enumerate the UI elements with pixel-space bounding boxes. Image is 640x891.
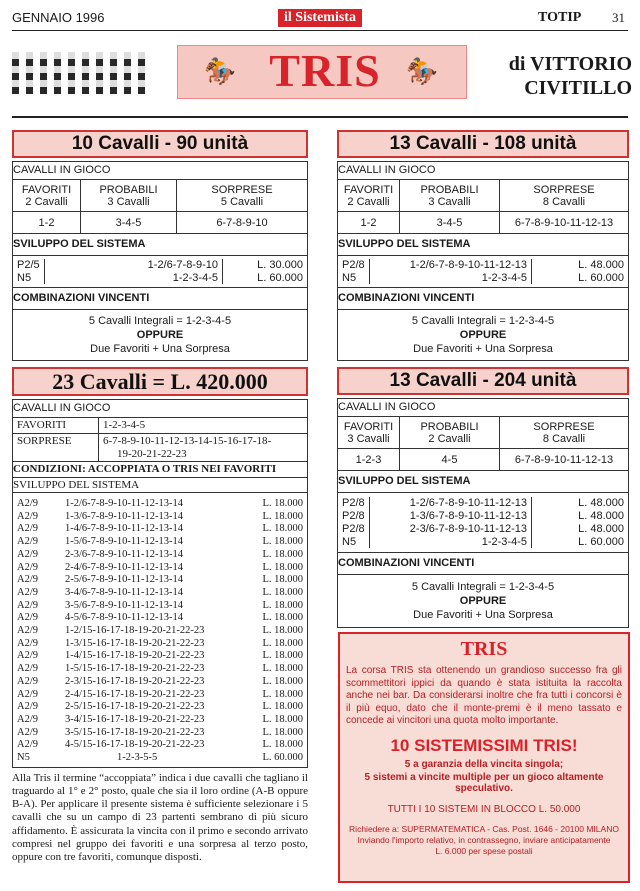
col-header: FAVORITI (21, 183, 72, 196)
sviluppo-row (17, 752, 303, 765)
probabili-value: 3-4-5 (400, 212, 500, 233)
sviluppo-row (17, 638, 303, 651)
col-subheader: 2 Cavalli (347, 195, 390, 208)
system-line: 3-4/6-7-8-9-10-11-12-13-14 (65, 586, 183, 598)
system-line: 3-5/6-7-8-9-10-11-12-13-14 (65, 599, 183, 611)
oppure-label: OPPURE (136, 329, 184, 341)
sorprese-value: 6-7-8-9-10 (216, 216, 268, 229)
system-line: 1-3/6-7-8-9-10-11-12-13-14 (65, 510, 183, 522)
combination-integral: 5 Cavalli Integrali = 1-2-3-4-5 (411, 581, 555, 593)
system-code: A2/9 (17, 663, 38, 675)
probabili-value: 4-5 (400, 449, 500, 470)
probabili-value: 3-4-5 (81, 212, 177, 233)
system-amount: L. 30.000 (257, 259, 303, 271)
col-header: FAVORITI (343, 183, 394, 196)
system-code: A2/9 (17, 713, 38, 725)
sviluppo-row (17, 701, 303, 714)
system-amount: L. 18.000 (262, 726, 303, 738)
author-line-1: di VITTORIO (508, 53, 632, 75)
sorprese-value-cont: 19-20-21-22-23 (117, 448, 187, 460)
system-line: 2-3/15-16-17-18-19-20-21-22-23 (65, 675, 205, 687)
col-header: PROBABILI (99, 183, 158, 196)
system-line: 2-5/6-7-8-9-10-11-12-13-14 (65, 574, 183, 586)
sviluppo-heading: SVILUPPO DEL SISTEMA (338, 471, 628, 493)
note-paragraph: Alla Tris il termine “accoppiata” indica i due cavalli che tagliano il traguardo al 1° e 2° posto, quale che sia il loro ordine (A-B oppure B-A). Per applicare il presente sistema è sufficiente selezionare i 5 cavalli che su un campo di 23 partenti sembrano di più sicuro affidamento. È assicurata la vincita con il primo e secondo arrivato compresi nel gruppo dei favoriti e una sorpresa al terzo posto, oppure con tre favoriti, comunque disposti. (12, 771, 308, 863)
system-amount: L. 60.000 (578, 272, 624, 284)
system-code: A2/9 (17, 612, 38, 624)
system-line: 4-5/6-7-8-9-10-11-12-13-14 (65, 612, 183, 624)
sviluppo-row (17, 676, 303, 689)
system-line: 4-5/15-16-17-18-19-20-21-22-23 (65, 739, 205, 751)
system-line: 1-3/15-16-17-18-19-20-21-22-23 (65, 637, 205, 649)
ad-sub-2: 5 sistemi a vincite multiple per un gioco altamente speculativo. (364, 771, 604, 794)
sviluppo-row (17, 600, 303, 613)
in-gioco-heading: CAVALLI IN GIOCO (13, 162, 307, 180)
ad-order-1: Richiedere a: SUPERMATEMATICA - Cas. Post. 1646 - 20100 MILANO (349, 823, 619, 834)
system-amount: L. 48.000 (578, 523, 624, 535)
ad-title: TRIS (460, 638, 508, 660)
system-box-13-cavalli-108 (337, 130, 629, 361)
sorprese-value: 6-7-8-9-10-11-12-13 (514, 453, 614, 466)
system-line: 1-2/15-16-17-18-19-20-21-22-23 (65, 625, 205, 637)
system-line: 2-3/6-7-8-9-10-11-12-13-14 (65, 548, 183, 560)
sviluppo-row (17, 549, 303, 562)
favoriti-value: 1-2-3-4-5 (103, 419, 146, 431)
sviluppo-heading: SVILUPPO DEL SISTEMA (13, 478, 307, 493)
system-amount: L. 18.000 (262, 650, 303, 662)
system-line: 1-5/15-16-17-18-19-20-21-22-23 (65, 663, 205, 675)
system-amount: L. 18.000 (262, 498, 303, 509)
system-amount: L. 18.000 (262, 548, 303, 560)
col-subheader: 8 Cavalli (542, 432, 586, 445)
in-gioco-heading: CAVALLI IN GIOCO (338, 162, 628, 180)
system-box-10-cavalli (12, 130, 308, 361)
system-code: P2/8 (342, 497, 365, 509)
col-subheader: 3 Cavalli (428, 195, 471, 208)
favoriti-value: 1-2 (338, 212, 400, 233)
system-line: 1-5/6-7-8-9-10-11-12-13-14 (65, 536, 183, 548)
ad-order-2: Inviando l'importo relativo, in contrassegno, inviare anticipatamente (357, 834, 611, 845)
col-subheader: 2 Cavalli (428, 432, 471, 445)
combination-integral: 5 Cavalli Integrali = 1-2-3-4-5 (88, 315, 232, 327)
system-amount: L. 18.000 (262, 523, 303, 535)
system-code: N5 (17, 272, 32, 284)
system-code: A2/9 (17, 625, 38, 637)
system-amount: L. 18.000 (262, 561, 303, 573)
sviluppo-row (17, 574, 303, 587)
col-subheader: 3 Cavalli (107, 195, 150, 208)
system-code: A2/9 (17, 675, 38, 687)
checkered-flags-graphic (12, 52, 147, 94)
col-header: PROBABILI (420, 183, 479, 196)
system-code: A2/9 (17, 510, 38, 522)
col-header: SORPRESE (533, 183, 595, 196)
sviluppo-row (17, 663, 303, 676)
col-subheader: 2 Cavalli (25, 195, 68, 208)
system-code: N5 (342, 272, 357, 284)
combinazioni-heading: COMBINAZIONI VINCENTI (338, 553, 628, 575)
favoriti-label: FAVORITI (13, 418, 99, 433)
system-code: A2/9 (17, 726, 38, 738)
system-code: A2/9 (17, 688, 38, 700)
system-line: 1-4/15-16-17-18-19-20-21-22-23 (65, 650, 205, 662)
in-gioco-heading: CAVALLI IN GIOCO (13, 400, 307, 418)
combination-integral: 5 Cavalli Integrali = 1-2-3-4-5 (411, 315, 555, 327)
sviluppo-row (17, 562, 303, 575)
in-gioco-heading: CAVALLI IN GIOCO (338, 399, 628, 417)
system-line: 2-3/6-7-8-9-10-11-12-13 (409, 523, 527, 535)
box-title: 13 Cavalli - 108 unità (337, 130, 629, 158)
system-amount: L. 18.000 (262, 663, 303, 675)
system-amount: L. 18.000 (262, 713, 303, 725)
author-line-2: CIVITILLO (524, 77, 632, 99)
system-code: A2/9 (17, 536, 38, 548)
sviluppo-row (17, 536, 303, 549)
system-amount: L. 18.000 (262, 599, 303, 611)
ad-order-3: L. 6.000 per spese postali (435, 845, 533, 856)
system-amount: L. 18.000 (262, 701, 303, 713)
system-line: 1-2-3-4-5 (481, 272, 527, 284)
system-line: 1-2/6-7-8-9-10-11-12-13 (409, 259, 527, 271)
sorprese-value: 6-7-8-9-10-11-12-13-14-15-16-17-18- (103, 435, 272, 447)
sviluppo-row (17, 612, 303, 625)
sorprese-label: SORPRESE (13, 434, 99, 461)
system-line: 3-5/15-16-17-18-19-20-21-22-23 (65, 726, 205, 738)
section-rule (12, 116, 628, 118)
system-box-23-cavalli (12, 367, 308, 864)
sviluppo-row (17, 498, 303, 511)
system-amount: L. 48.000 (578, 259, 624, 271)
sviluppo-row (17, 511, 303, 524)
system-line: 1-2/6-7-8-9-10-11-12-13-14 (65, 498, 183, 509)
system-line: 1-2-3-5-5 (117, 752, 158, 764)
system-code: P2/8 (342, 523, 365, 535)
combination-alt: Due Favoriti + Una Sorpresa (413, 609, 553, 621)
issue-date: GENNAIO 1996 (12, 10, 105, 25)
favoriti-value: 1-2 (13, 212, 81, 233)
col-subheader: 8 Cavalli (542, 195, 586, 208)
system-code: A2/9 (17, 574, 38, 586)
combination-alt: Due Favoriti + Una Sorpresa (90, 343, 230, 355)
system-code: P2/8 (342, 259, 365, 271)
system-code: N5 (17, 752, 30, 764)
combination-alt: Due Favoriti + Una Sorpresa (413, 343, 553, 355)
system-code: A2/9 (17, 701, 38, 713)
system-code: A2/9 (17, 637, 38, 649)
section-name: TOTIP (538, 10, 582, 25)
system-line: 2-4/15-16-17-18-19-20-21-22-23 (65, 688, 205, 700)
sviluppo-row (17, 587, 303, 600)
sviluppo-row (17, 714, 303, 727)
col-header: FAVORITI (343, 420, 394, 433)
system-amount: L. 18.000 (262, 625, 303, 637)
oppure-label: OPPURE (459, 329, 507, 341)
system-code: P2/8 (342, 510, 365, 522)
combinazioni-heading: COMBINAZIONI VINCENTI (338, 288, 628, 310)
system-code: A2/9 (17, 650, 38, 662)
sviluppo-row (17, 727, 303, 740)
sorprese-value: 6-7-8-9-10-11-12-13 (514, 216, 614, 229)
system-amount: L. 18.000 (262, 586, 303, 598)
col-header: SORPRESE (211, 183, 273, 196)
jockey-icon-right: 🏇 (405, 56, 439, 86)
system-code: A2/9 (17, 739, 38, 751)
magazine-logo: il Sistemista (278, 9, 362, 27)
system-line: 1-2-3-4-5 (172, 272, 218, 284)
ad-body: La corsa TRIS sta ottenendo un grandioso successo fra gli scommettitori ippici da quando è stata istituita la raccolta anche nei bar. Da considerarsi inoltre che fra tutti i concorsi è il più equo, dato che il monte-premi è il meno tassato e concede ai vincitori una quota molto importante. (346, 665, 622, 726)
system-code: N5 (342, 536, 357, 548)
col-subheader: 5 Cavalli (220, 195, 264, 208)
sviluppo-heading: SVILUPPO DEL SISTEMA (13, 234, 307, 256)
system-line: 2-4/6-7-8-9-10-11-12-13-14 (65, 561, 183, 573)
sviluppo-heading: SVILUPPO DEL SISTEMA (338, 234, 628, 256)
combinazioni-heading: COMBINAZIONI VINCENTI (13, 288, 307, 310)
system-line: 1-3/6-7-8-9-10-11-12-13 (409, 510, 527, 522)
system-amount: L. 18.000 (262, 574, 303, 586)
favoriti-value: 1-2-3 (338, 449, 400, 470)
system-amount: L. 18.000 (262, 536, 303, 548)
sviluppo-row (17, 625, 303, 638)
condizioni-heading: CONDIZIONI: ACCOPPIATA O TRIS NEI FAVORITI (13, 462, 307, 478)
system-amount: L. 60.000 (578, 536, 624, 548)
col-header: PROBABILI (420, 420, 479, 433)
system-box-13-cavalli-204 (337, 367, 629, 628)
system-line: 1-2/6-7-8-9-10-11-12-13 (409, 497, 527, 509)
system-code: A2/9 (17, 561, 38, 573)
box-title: 23 Cavalli = L. 420.000 (12, 367, 308, 396)
ad-headline: 10 SISTEMISSIMI TRIS! (390, 735, 578, 755)
oppure-label: OPPURE (459, 595, 507, 607)
system-code: P2/5 (17, 259, 40, 271)
box-title: 13 Cavalli - 204 unità (337, 367, 629, 395)
box-title: 10 Cavalli - 90 unità (12, 130, 308, 158)
sviluppo-rows (13, 493, 307, 767)
banner-title: TRIS (269, 45, 381, 96)
system-code: A2/9 (17, 586, 38, 598)
col-header: SORPRESE (533, 420, 595, 433)
col-subheader: 3 Cavalli (347, 432, 390, 445)
system-code: A2/9 (17, 599, 38, 611)
system-line: 1-2-3-4-5 (481, 536, 527, 548)
system-amount: L. 18.000 (262, 739, 303, 751)
sviluppo-row (17, 523, 303, 536)
sviluppo-row (17, 650, 303, 663)
system-line: 1-2/6-7-8-9-10 (147, 259, 218, 271)
jockey-icon-left: 🏇 (203, 56, 237, 86)
tris-advertisement (338, 632, 630, 883)
system-code: A2/9 (17, 523, 38, 535)
ad-price: TUTTI I 10 SISTEMI IN BLOCCO L. 50.000 (387, 803, 581, 815)
system-amount: L. 18.000 (262, 688, 303, 700)
system-line: 3-4/15-16-17-18-19-20-21-22-23 (65, 713, 205, 725)
system-amount: L. 48.000 (578, 497, 624, 509)
sviluppo-row (17, 689, 303, 702)
system-line: 1-4/6-7-8-9-10-11-12-13-14 (65, 523, 183, 535)
system-amount: L. 60.000 (262, 752, 303, 764)
author-byline (480, 52, 632, 100)
sviluppo-row (17, 739, 303, 752)
system-amount: L. 18.000 (262, 612, 303, 624)
page-number: 31 (612, 10, 625, 25)
system-line: 2-5/15-16-17-18-19-20-21-22-23 (65, 701, 205, 713)
system-code: A2/9 (17, 548, 38, 560)
header-divider (12, 30, 628, 31)
ad-sub-1: 5 a garanzia della vincita singola; (404, 758, 564, 770)
system-amount: L. 18.000 (262, 510, 303, 522)
system-amount: L. 18.000 (262, 637, 303, 649)
system-amount: L. 48.000 (578, 510, 624, 522)
system-code: A2/9 (17, 498, 38, 509)
system-amount: L. 18.000 (262, 675, 303, 687)
system-amount: L. 60.000 (257, 272, 303, 284)
